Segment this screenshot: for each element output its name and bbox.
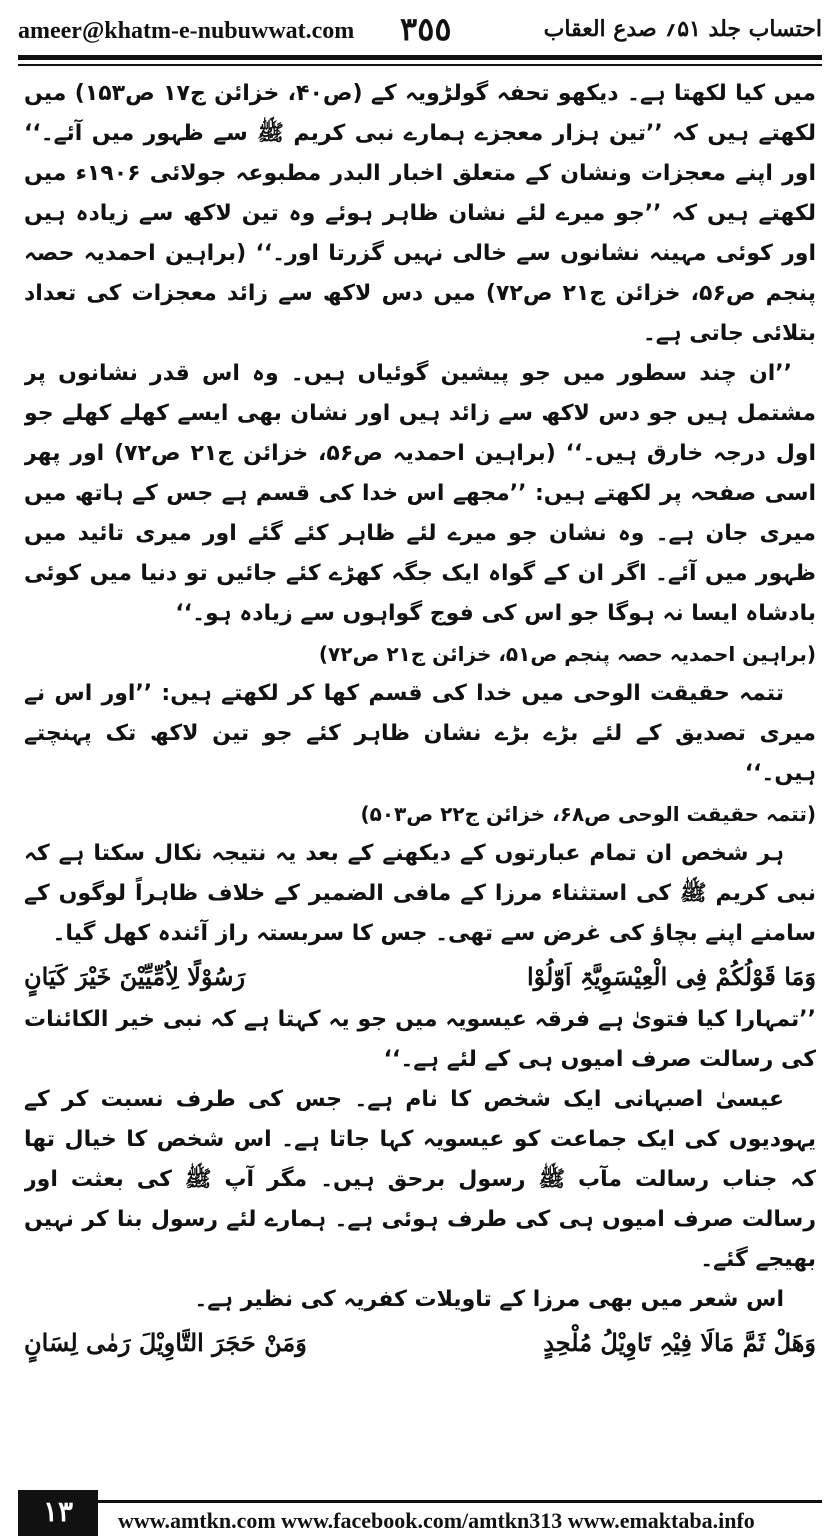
paragraph-2: ’’ان چند سطور میں جو پیشین گوئیاں ہیں۔ وہ اس قدر نشانوں پر مشتمل ہیں جو دس لاکھ سے زائد ہیں اور نشان بھی ایسے کھلے کھلے جو اول درجہ خارق ہیں۔‘‘ (براہین احمدیہ ص۵۶، خزائن ج۲۱ ص۷۲) اور پھر اسی صفحہ پر لکھتے ہیں: ’’مجھے اس خدا کی قسم ہے جس کے ہاتھ میں میری جان ہے۔ وہ نشان جو میرے لئے ظاہر کئے گئے اور میری تائید میں ظہور میں آئے۔ اگر ان کے گواہ ایک جگہ کھڑے کئے جائیں تو دنیا میں کوئی بادشاہ ایسا نہ ہوگا جو اس کی فوج گواہوں سے زیادہ ہو۔‘‘ bbox=[24, 361, 816, 626]
footer-page-number: ۱۳ bbox=[18, 1490, 98, 1536]
verse-2-second-half: وَمَنْ حَجَرَ التَّاوِیْلَ رَمٰی لِسَانٍ bbox=[24, 1328, 307, 1357]
reference-2: (تتمہ حقیقت الوحی ص۶۸، خزائن ج۲۲ ص۵۰۳) bbox=[360, 802, 816, 826]
verse-1-first-half: وَمَا قَوْلُکُمْ فِی الْعِیْسَوِیَّۃِ اَوّلُوْا bbox=[526, 962, 816, 991]
header-page-number: ٣٥٥ bbox=[400, 10, 452, 48]
paragraph-7: اس شعر میں بھی مرزا کے تاویلات کفریہ کی نظیر ہے۔ bbox=[194, 1287, 784, 1312]
verse-2-first-half: وَھَلْ ثَمَّ مَالَا فِیْہِ تَاوِیْلُ مُلْحِدٍ bbox=[543, 1328, 816, 1357]
paragraph-5: ’’تمہارا کیا فتویٰ ہے فرقہ عیسویہ میں جو یہ کہتا ہے کہ نبی خیر الکائنات کی رسالت صرف امیوں ہی کے لئے ہے۔‘‘ bbox=[24, 1007, 816, 1072]
footer-urls: www.amtkn.com www.facebook.com/amtkn313 www.emaktaba.info bbox=[118, 1508, 755, 1533]
header-rule-thick bbox=[18, 55, 822, 60]
page-body bbox=[24, 74, 816, 1476]
reference-1: (براہین احمدیہ حصہ پنجم ص۵۱، خزائن ج۲۱ ص۷۲) bbox=[318, 642, 816, 666]
paragraph-1: میں کیا لکھتا ہے۔ دیکھو تحفہ گولڑویہ کے (ص۴۰، خزائن ج۱۷ ص۱۵۳) میں لکھتے ہیں کہ ’’تین ہزار معجزے ہمارے نبی کریم ﷺ سے ظہور میں آئے۔‘‘ اور اپنے معجزات ونشان کے متعلق اخبار البدر مطبوعہ جولائی ۱۹۰۶ء میں لکھتے ہیں کہ ’’جو میرے لئے نشان ظاہر ہوئے وہ تین لاکھ سے زیادہ ہیں اور کوئی مہینہ نشانوں سے خالی نہیں گزرتا اور۔‘‘ (براہین احمدیہ حصہ پنجم ص۵۶، خزائن ج۲۱ ص۷۲) میں دس لاکھ سے زائد معجزات کی تعداد بتلائی جاتی ہے۔ bbox=[24, 81, 816, 346]
footer-rule bbox=[18, 1500, 822, 1503]
paragraph-6: عیسیٰ اصبہانی ایک شخص کا نام ہے۔ جس کی طرف نسبت کر کے یہودیوں کی ایک جماعت کو عیسویہ کہا جاتا ہے۔ اس شخص کا خیال تھا کہ جناب رسالت مآب ﷺ رسول برحق ہیں۔ مگر آپ ﷺ کی بعثت اور رسالت صرف امیوں ہی کی طرف ہوئی ہے۔ ہمارے لئے رسول بنا کر نہیں بھیجے گئے۔ bbox=[24, 1087, 816, 1272]
verse-1-second-half: رَسُوْلًا لِاُمِّیِّیْنَ خَیْرَ کَیَانٍ bbox=[24, 962, 246, 991]
page-footer bbox=[18, 1490, 822, 1536]
header-email: ameer@khatm-e-nubuwwat.com bbox=[18, 18, 355, 44]
header-book-title: احتساب جلد ۵۱؍ صدع العقاب bbox=[543, 16, 822, 42]
arabic-verse-2 bbox=[24, 1322, 816, 1364]
paragraph-4: ہر شخص ان تمام عبارتوں کے دیکھنے کے بعد یہ نتیجہ نکال سکتا ہے کہ نبی کریم ﷺ کی استثناء مرزا کے مافی الضمیر کے خلاف ظاہراً لوگوں کے سامنے اپنے بچاؤ کی غرض سے تھی۔ جس کا سربستہ راز آئندہ کھل گیا۔ bbox=[24, 841, 816, 946]
page-header bbox=[18, 10, 822, 52]
paragraph-3: تتمہ حقیقت الوحی میں خدا کی قسم کھا کر لکھتے ہیں: ’’اور اس نے میری تصدیق کے لئے بڑے بڑے نشان ظاہر کئے جو تین لاکھ تک پہنچتے ہیں۔‘‘ bbox=[24, 681, 816, 786]
arabic-verse-1 bbox=[24, 956, 816, 998]
header-rule-thin bbox=[18, 64, 822, 66]
